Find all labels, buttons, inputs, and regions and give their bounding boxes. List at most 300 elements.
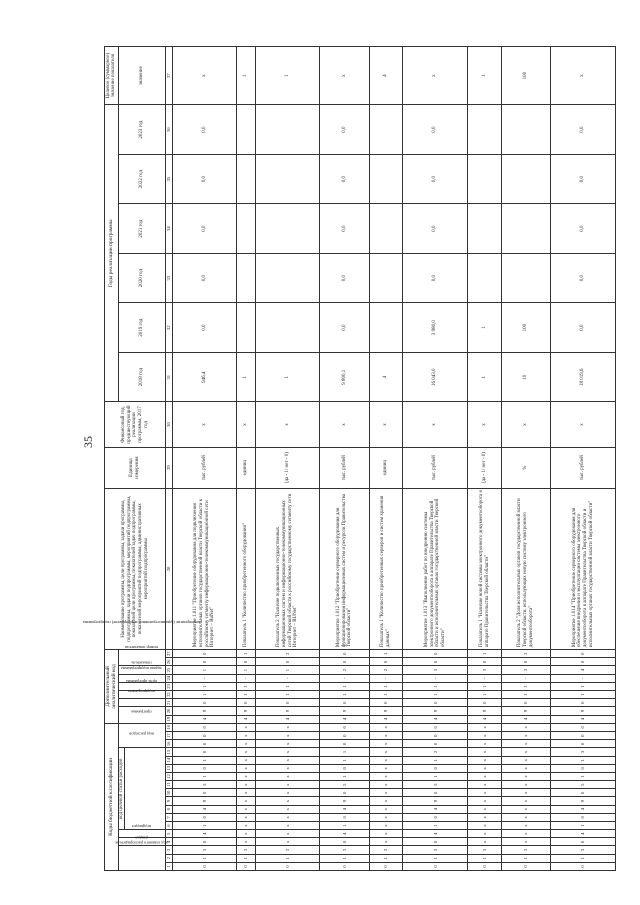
code-cell: 0 (403, 740, 468, 748)
year-2018-header: 2018 год (118, 352, 166, 402)
code-cell: 0 (551, 732, 616, 740)
code-cell: 1 (551, 821, 616, 829)
code-cell: x (237, 764, 255, 772)
code-cell: 4 (172, 715, 237, 723)
code-cell: 0 (468, 862, 502, 870)
code-cell: 1 (403, 821, 468, 829)
code-cell: 0 (403, 838, 468, 846)
analytic-measure-header: мероприятие (административное мероприятие) подпрограммы (118, 674, 166, 682)
target-value-cell: x (320, 47, 369, 105)
fin-year-cell: x (237, 402, 255, 447)
code-cell: x (501, 789, 550, 797)
code-cell: 3 (403, 666, 468, 674)
code-cell: 0 (320, 789, 369, 797)
page-number: 35 (81, 436, 95, 448)
code-cell: 0 (172, 699, 237, 707)
code-cell: 0 (403, 650, 468, 658)
code-cell: 0 (320, 764, 369, 772)
code-cell: x (255, 813, 320, 821)
year-2023-header: 2023 год (118, 105, 166, 155)
table-row (237, 47, 255, 871)
item-name-cell: Мероприятие 1.014 "Приобретение серверного оборудования для обеспечения внедрения и эксплуатации системы электронного документооборота в аппарате Правительства Тверской области и исполнительных органах государственной власти Тверской области" (551, 488, 616, 650)
column-number: 31 (166, 352, 172, 402)
value-2018-cell: 1 (237, 352, 255, 402)
table-row (468, 47, 502, 871)
code-cell: x (468, 740, 502, 748)
years-group-header: Годы реализации программы (105, 105, 119, 402)
item-name-cell: Мероприятие 1.011 "Приобретение оборудования для подключения исполнительных органов государственной власти Тверской области к российскому сегменту информационно-телекоммуникационной сети Интернет – RuNet" (172, 488, 237, 650)
code-cell: 0 (468, 658, 502, 666)
kbk-razdel-header: раздел (118, 838, 166, 846)
code-cell: 9 (403, 707, 468, 715)
fin-year-cell: x (320, 402, 369, 447)
code-cell: x (501, 723, 550, 731)
value-2018-cell: 18 019,6 (551, 352, 616, 402)
kbk-vid-header: вид расходов (118, 723, 166, 748)
code-cell: x (369, 732, 403, 740)
unit-cell: (да - 1/ нет - 0) (468, 447, 502, 488)
value-2021-cell: 0,0 (172, 204, 237, 254)
code-cell: x (255, 789, 320, 797)
value-2022-cell (501, 154, 550, 204)
code-cell: 0 (320, 699, 369, 707)
fin-year-cell: x (501, 402, 550, 447)
column-number: 29 (166, 447, 172, 488)
target-column-header: Целевое (суммарное) значение показателя (105, 47, 119, 105)
value-2019-cell: 100 (501, 303, 550, 353)
code-cell: x (255, 740, 320, 748)
item-name-cell: Мероприятие 1.013 "Выполнение работ по внедрению системы электронного документооборота в аппарате Правительства Тверской области и исполнительных органах государственной власти Тверской области" (403, 488, 468, 650)
code-cell: 2 (320, 666, 369, 674)
table-row (403, 47, 468, 871)
code-cell: 1 (320, 682, 369, 690)
code-cell: 0 (403, 789, 468, 797)
fin-year-cell: x (369, 402, 403, 447)
column-number: 30 (166, 402, 172, 447)
code-cell: 3 (468, 666, 502, 674)
code-cell: 0 (551, 740, 616, 748)
code-cell: 3 (320, 846, 369, 854)
code-cell: x (468, 732, 502, 740)
code-cell: 4 (320, 830, 369, 838)
code-cell: 1 (551, 682, 616, 690)
year-2022-header: 2022 год (118, 154, 166, 204)
analytic-task-header: задача подпрограммы (118, 682, 166, 690)
year-2021-header: 2021 год (118, 204, 166, 254)
value-2020-cell (255, 253, 320, 303)
code-cell: 0 (403, 764, 468, 772)
code-cell: x (468, 830, 502, 838)
analytic-goal-header: цель программы (118, 691, 166, 699)
code-cell: 4 (551, 805, 616, 813)
code-cell: 0 (403, 862, 468, 870)
code-cell: 0 (237, 658, 255, 666)
code-cell: x (237, 789, 255, 797)
code-cell: x (501, 797, 550, 805)
code-cell: 1 (551, 691, 616, 699)
analytic-subprogram-header: подпрограмма (118, 699, 166, 707)
kbk-code-header: код главного распорядителя (118, 846, 166, 871)
column-number: 6 (166, 821, 172, 829)
code-cell: 0 (501, 699, 550, 707)
year-2020-header: 2020 год (118, 253, 166, 303)
code-cell: 0 (468, 699, 502, 707)
value-2022-cell: 0,0 (172, 154, 237, 204)
column-number: 15 (166, 749, 172, 755)
target-value-cell: 1 (468, 47, 502, 105)
fin-year-cell: x (468, 402, 502, 447)
code-cell: x (255, 772, 320, 780)
code-cell: 1 (237, 854, 255, 862)
value-2023-cell (255, 105, 320, 155)
value-2021-cell: 0,0 (320, 204, 369, 254)
table-body (172, 47, 615, 871)
code-cell: 1 (403, 772, 468, 780)
code-cell: x (255, 723, 320, 731)
column-number: 19 (166, 716, 172, 722)
code-cell: 1 (403, 682, 468, 690)
code-cell: 1 (237, 691, 255, 699)
column-number: 33 (166, 253, 172, 303)
code-cell: x (255, 732, 320, 740)
column-number: 4 (166, 838, 172, 846)
value-2019-cell: 1 (468, 303, 502, 353)
value-2019-cell (237, 303, 255, 353)
unit-cell: тыс. рублей (551, 447, 616, 488)
code-cell: 0 (172, 748, 237, 756)
codes-group-header: Коды бюджетной классификации (105, 723, 119, 870)
code-cell: 1 (255, 666, 320, 674)
code-cell: 1 (320, 854, 369, 862)
value-2019-cell: 0,0 (320, 303, 369, 353)
code-cell: 1 (551, 756, 616, 764)
code-cell: 1 (172, 854, 237, 862)
target-value-cell: x (403, 47, 468, 105)
column-number: 8 (166, 805, 172, 813)
column-number: 13 (166, 766, 172, 771)
code-cell: x (255, 756, 320, 764)
year-2019-header: 2019 год (118, 303, 166, 353)
value-2018-cell: 10 (501, 352, 550, 402)
value-2023-cell (237, 105, 255, 155)
code-cell: x (369, 838, 403, 846)
value-2018-cell: 1 (468, 352, 502, 402)
code-cell: 0 (320, 740, 369, 748)
code-cell: 9 (237, 707, 255, 715)
code-cell: 4 (172, 830, 237, 838)
code-cell: x (468, 797, 502, 805)
code-cell: 1 (369, 682, 403, 690)
code-cell: x (237, 797, 255, 805)
code-cell: 0 (369, 699, 403, 707)
code-cell: - (369, 674, 403, 682)
item-name-cell: Мероприятие 1.012 "Приобретение серверного оборудования для функционирования информационных систем и ресурсов Правительства Тверской области" (320, 488, 369, 650)
code-cell: 0 (255, 658, 320, 666)
analytic-indicator-number-header: номер показателя (118, 650, 166, 666)
column-number: 32 (166, 303, 172, 353)
code-cell: x (468, 764, 502, 772)
code-cell: x (468, 781, 502, 789)
code-cell: 1 (237, 682, 255, 690)
value-2021-cell (255, 204, 320, 254)
code-cell: 0 (320, 732, 369, 740)
code-cell: 9 (403, 797, 468, 805)
target-value-cell: 1 (255, 47, 320, 105)
code-cell: 4 (403, 805, 468, 813)
column-number: 18 (166, 725, 172, 730)
code-cell: 0 (172, 740, 237, 748)
unit-cell: тыс. рублей (320, 447, 369, 488)
kbk-podrazdel-header: подраздел (118, 830, 166, 838)
code-cell: 3 (237, 846, 255, 854)
column-number: 14 (166, 757, 172, 763)
unit-cell: % (501, 447, 550, 488)
code-cell: 0 (403, 658, 468, 666)
code-cell: 0 (237, 862, 255, 870)
code-cell: 0 (551, 658, 616, 666)
code-cell: 0 (320, 723, 369, 731)
code-cell: 0 (172, 658, 237, 666)
kbk-target-article-sub (125, 748, 166, 830)
target-value-header: значение (118, 47, 166, 105)
code-cell: - (501, 674, 550, 682)
code-cell: 3 (501, 666, 550, 674)
code-cell: 0 (403, 699, 468, 707)
code-cell: 5 (403, 781, 468, 789)
value-2021-cell (501, 204, 550, 254)
code-cell: 1 (255, 691, 320, 699)
code-cell: 1 (501, 682, 550, 690)
code-cell: x (501, 732, 550, 740)
code-cell: 0 (501, 862, 550, 870)
code-cell: x (255, 748, 320, 756)
column-number: 16 (166, 741, 172, 747)
column-number: 9 (166, 797, 172, 805)
code-cell: 0 (255, 862, 320, 870)
code-cell: x (468, 805, 502, 813)
code-cell: x (369, 748, 403, 756)
code-cell: x (501, 781, 550, 789)
code-cell: x (501, 756, 550, 764)
code-cell: 0 (403, 732, 468, 740)
value-2020-cell: 0,0 (320, 253, 369, 303)
code-cell: 3 (172, 846, 237, 854)
code-cell: 0 (403, 813, 468, 821)
fin-year-cell: x (403, 402, 468, 447)
column-number: 34 (166, 204, 172, 254)
code-cell: x (237, 740, 255, 748)
code-cell: x (255, 781, 320, 789)
code-cell: 1 (320, 821, 369, 829)
code-cell: x (501, 838, 550, 846)
code-cell: 0 (320, 658, 369, 666)
column-number: 11 (166, 782, 172, 787)
code-cell: 2 (255, 650, 320, 658)
column-number: 37 (166, 47, 172, 105)
fin-year-column-header: Финансовый год, предшествующий реализации программы, 2017 год (105, 402, 166, 447)
code-cell: 3 (551, 846, 616, 854)
code-cell: x (255, 764, 320, 772)
name-column-header: Наименование программы, цели программы, задачи программы, подпрограммы, задачи подпрограммы, мероприятий подпрограммы, показателей цели программы, показателей задач подпрограммы, показателей мероприятий подпрограммы, административных мероприятий подпрограммы (105, 488, 166, 650)
code-cell: x (501, 813, 550, 821)
code-cell: 1 (320, 772, 369, 780)
code-cell: 0 (551, 862, 616, 870)
code-cell: 9 (551, 707, 616, 715)
code-cell: 1 (172, 682, 237, 690)
code-cell: x (369, 740, 403, 748)
code-cell: 1 (172, 756, 237, 764)
code-cell: 1 (468, 854, 502, 862)
code-cell: x (468, 748, 502, 756)
analytic-program-header: программа (118, 707, 166, 723)
code-cell: 4 (320, 715, 369, 723)
code-cell: 1 (403, 854, 468, 862)
value-2021-cell (369, 204, 403, 254)
value-2022-cell: 0,0 (320, 154, 369, 204)
column-number: 10 (166, 790, 172, 796)
code-cell: 0 (172, 764, 237, 772)
column-number: 28 (166, 488, 172, 650)
code-cell: x (255, 838, 320, 846)
value-2021-cell: 0,0 (403, 204, 468, 254)
code-cell: 9 (172, 797, 237, 805)
value-2018-cell: 4 (369, 352, 403, 402)
code-cell: 1 (468, 682, 502, 690)
code-cell: 1 (403, 691, 468, 699)
table-row (369, 47, 403, 871)
code-cell: 0 (551, 699, 616, 707)
code-cell: 1 (468, 691, 502, 699)
code-cell: 9 (255, 707, 320, 715)
code-cell: 1 (320, 748, 369, 756)
column-number: 22 (166, 692, 172, 697)
code-cell: 1 (320, 691, 369, 699)
code-cell: 0 (403, 723, 468, 731)
item-name-cell: Показатель 1 "Количество приобретенного оборудования" (237, 488, 255, 650)
code-cell: x (501, 764, 550, 772)
value-2018-cell: 946,4 (172, 352, 237, 402)
target-value-cell: 1 (237, 47, 255, 105)
value-2020-cell (468, 253, 502, 303)
code-cell: x (255, 830, 320, 838)
code-cell: 0 (551, 789, 616, 797)
code-cell: x (468, 772, 502, 780)
value-2018-cell: 9 800,1 (320, 352, 369, 402)
code-cell: x (501, 830, 550, 838)
code-cell: x (468, 821, 502, 829)
code-cell: 3 (468, 846, 502, 854)
value-2020-cell: 0,0 (403, 253, 468, 303)
value-2023-cell: 0,0 (403, 105, 468, 155)
item-name-cell: Показатель 2 "Доля исполнительных органов государственной власти Тверской области, использующих новую систему электронного документооборота" (501, 488, 550, 650)
value-2019-cell: 3 980,0 (403, 303, 468, 353)
code-cell: 9 (501, 707, 550, 715)
value-2018-cell: 16 043,0 (403, 352, 468, 402)
column-number: 1 (166, 862, 172, 870)
column-number: 23 (166, 684, 172, 689)
value-2023-cell: 0,0 (320, 105, 369, 155)
code-cell: 0 (320, 813, 369, 821)
code-cell: x (501, 772, 550, 780)
value-2022-cell (255, 154, 320, 204)
column-number: 3 (166, 846, 172, 854)
value-2023-cell: 0,0 (172, 105, 237, 155)
code-cell: x (369, 805, 403, 813)
code-cell: 4 (501, 715, 550, 723)
code-cell: 1 (501, 854, 550, 862)
code-cell: x (369, 772, 403, 780)
code-cell: 9 (172, 707, 237, 715)
column-number: 26 (166, 659, 172, 665)
code-cell: 4 (403, 830, 468, 838)
value-2022-cell: 0,0 (403, 154, 468, 204)
value-2023-cell (369, 105, 403, 155)
column-number: 5 (166, 830, 172, 838)
code-cell: 1 (172, 772, 237, 780)
program-table-sheet (82, 46, 616, 871)
code-cell: - (255, 674, 320, 682)
code-cell: 5 (320, 781, 369, 789)
code-cell: 0 (172, 838, 237, 846)
unit-cell: единиц (237, 447, 255, 488)
code-cell: 3 (551, 748, 616, 756)
code-cell: x (501, 821, 550, 829)
code-cell: 1 (172, 691, 237, 699)
value-2018-cell: 1 (255, 352, 320, 402)
column-number: 24 (166, 675, 172, 681)
value-2022-cell (468, 154, 502, 204)
code-cell: - (320, 674, 369, 682)
code-cell: 3 (403, 846, 468, 854)
code-cell: x (468, 813, 502, 821)
code-cell: 0 (320, 650, 369, 658)
fin-year-cell: x (172, 402, 237, 447)
code-cell: - (551, 674, 616, 682)
value-2019-cell: 0,0 (172, 303, 237, 353)
code-cell: 1 (551, 854, 616, 862)
column-number: 27 (166, 651, 172, 656)
code-cell: 1 (369, 854, 403, 862)
code-cell: 1 (369, 691, 403, 699)
column-number: 36 (166, 105, 172, 155)
code-cell: 4 (237, 715, 255, 723)
code-cell: x (369, 723, 403, 731)
code-cell: x (369, 781, 403, 789)
code-cell: 3 (255, 846, 320, 854)
code-cell: 0 (551, 650, 616, 658)
code-cell: x (468, 789, 502, 797)
code-cell: 4 (172, 805, 237, 813)
code-cell: 1 (468, 650, 502, 658)
code-cell: 5 (551, 781, 616, 789)
code-cell: x (255, 797, 320, 805)
unit-cell: единиц (369, 447, 403, 488)
unit-cell: тыс. рублей (172, 447, 237, 488)
code-cell: x (369, 756, 403, 764)
target-value-cell: 100 (501, 47, 550, 105)
code-cell: 1 (403, 756, 468, 764)
code-cell: 4 (369, 715, 403, 723)
column-number: 12 (166, 774, 172, 779)
code-cell: x (369, 789, 403, 797)
code-cell: 4 (403, 715, 468, 723)
code-cell: x (237, 838, 255, 846)
table-row (551, 47, 616, 871)
value-2019-cell (369, 303, 403, 353)
code-cell: 1 (501, 691, 550, 699)
code-cell: 0 (320, 838, 369, 846)
value-2020-cell (237, 253, 255, 303)
